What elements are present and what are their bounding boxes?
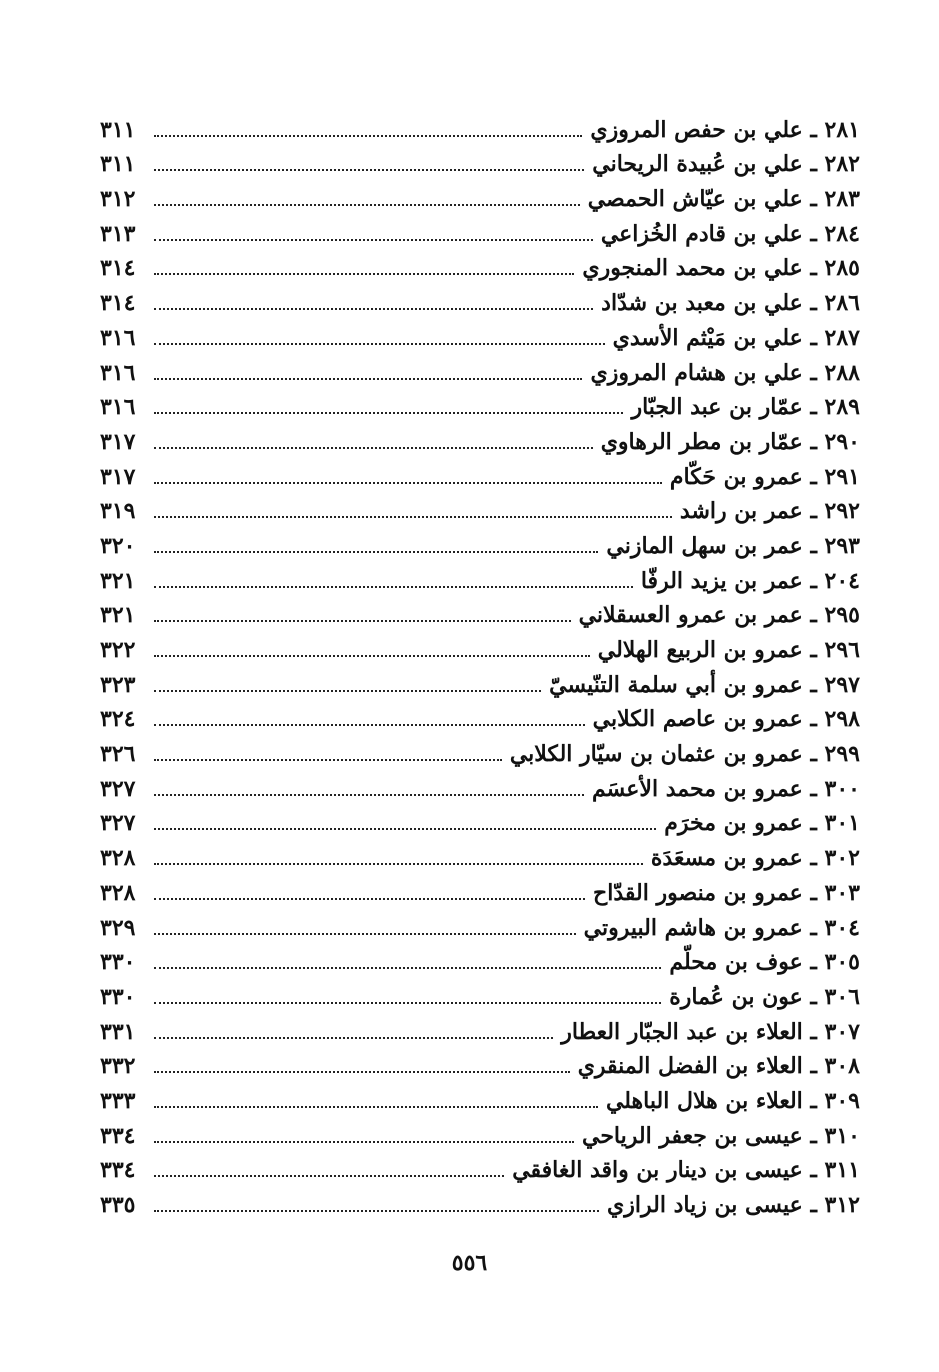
toc-entry-title: ٣٠٧ ـ العلاء بن عبد الجبّار العطار: [561, 1018, 860, 1045]
toc-entry: [100, 700, 860, 735]
toc-page-number: ٣٢٣: [100, 671, 136, 698]
toc-page-number: ٣٢٩: [100, 914, 136, 941]
dot-leader: [154, 168, 584, 171]
toc-page-number: ٣١٢: [100, 186, 136, 213]
dot-leader: [154, 793, 584, 796]
toc-entry: [100, 526, 860, 561]
toc-entry-title: ٢٨١ ـ علي بن حفص المروزي: [590, 116, 860, 143]
toc-entry-title: ٢٩٨ ـ عمرو بن عاصم الكلابي: [592, 706, 860, 733]
toc-entry-title: ٣٠٦ ـ عون بن عُمارة: [669, 983, 860, 1010]
toc-entry-title: ٢٨٦ ـ علي بن معبد بن شدّاد: [601, 290, 860, 317]
toc-entry: [100, 908, 860, 943]
toc-entry: [100, 1151, 860, 1186]
table-of-contents: [100, 110, 860, 1220]
toc-entry-title: ٣٠٣ ـ عمرو بن منصور القدّاح: [593, 879, 860, 906]
toc-entry-title: ٣٠٢ ـ عمرو بن مسعَدَة: [650, 845, 860, 872]
toc-entry-title: ٢٨٢ ـ علي بن عُبيدة الريحاني: [592, 151, 860, 178]
toc-entry: [100, 492, 860, 527]
toc-entry: [100, 977, 860, 1012]
toc-entry: [100, 388, 860, 423]
toc-entry: [100, 145, 860, 180]
toc-entry-title: ٣٠١ ـ عمرو بن مخرَم: [664, 810, 860, 837]
dot-leader: [154, 411, 623, 414]
toc-entry: [100, 665, 860, 700]
dot-leader: [154, 1036, 553, 1039]
toc-page-number: ٣١٦: [100, 324, 136, 351]
toc-page-number: ٣١٦: [100, 359, 136, 386]
toc-entry: [100, 1081, 860, 1116]
dot-leader: [154, 862, 643, 865]
toc-page-number: ٣٣٢: [100, 1053, 136, 1080]
dot-leader: [154, 966, 661, 969]
toc-page-number: ٣٢٧: [100, 810, 136, 837]
toc-entry-title: ٢٨٩ ـ عمّار بن عبد الجبّار: [631, 394, 860, 421]
toc-entry-title: ٢٨٧ ـ علي بن مَيْثم الأسدي: [612, 324, 860, 351]
toc-entry: [100, 873, 860, 908]
toc-entry-title: ٢٩١ ـ عمرو بن حَكّام: [669, 463, 860, 490]
toc-entry-title: ٣١٢ ـ عيسى بن زياد الرازي: [607, 1192, 860, 1218]
dot-leader: [154, 827, 656, 830]
toc-entry: [100, 1116, 860, 1151]
dot-leader: [154, 134, 582, 137]
dot-leader: [154, 1209, 599, 1212]
dot-leader: [154, 307, 593, 310]
toc-page-number: ٣٣٤: [100, 1157, 136, 1184]
toc-entry: [100, 422, 860, 457]
toc-entry-title: ٣١٠ ـ عيسى بن جعفر الرياحي: [582, 1122, 860, 1149]
toc-entry: [100, 1185, 860, 1220]
toc-entry-title: ٢٨٨ ـ علي بن هشام المروزي: [590, 359, 860, 386]
toc-page-number: ٣٣٤: [100, 1122, 136, 1149]
dot-leader: [154, 481, 662, 484]
dot-leader: [154, 758, 502, 761]
toc-entry-title: ٣١١ ـ عيسى بن دينار بن واقد الغافقي: [512, 1157, 860, 1184]
dot-leader: [154, 1174, 504, 1177]
toc-page-number: ٣٢١: [100, 567, 136, 594]
dot-leader: [154, 619, 571, 622]
toc-entry-title: ٢٨٤ ـ علي بن قادم الخُزاعي: [600, 220, 860, 247]
toc-entry-title: ٢٩٧ ـ عمرو بن أبي سلمة التنّيسيّ: [549, 671, 860, 698]
dot-leader: [154, 1070, 570, 1073]
toc-entry: [100, 838, 860, 873]
toc-page-number: ٣١٤: [100, 290, 136, 317]
toc-entry-title: ٣٠٤ ـ عمرو بن هاشم البيروتي: [583, 914, 860, 941]
dot-leader: [154, 550, 598, 553]
toc-entry: [100, 561, 860, 596]
dot-leader: [154, 585, 633, 588]
toc-entry-title: ٣٠٥ ـ عوف بن محلّم: [669, 949, 860, 976]
toc-page-number: ٣٣١: [100, 1018, 136, 1045]
toc-page-number: ٣٢٦: [100, 741, 136, 768]
toc-entry: [100, 110, 860, 145]
toc-entry: [100, 1047, 860, 1082]
dot-leader: [154, 446, 593, 449]
toc-entry-title: ٢٩٦ ـ عمرو بن الربيع الهلالي: [597, 637, 860, 663]
toc-entry: [100, 596, 860, 631]
toc-entry: [100, 283, 860, 318]
toc-entry: [100, 769, 860, 804]
toc-page-number: ٣٣٠: [100, 949, 136, 976]
toc-page-number: ٣٢٨: [100, 845, 136, 872]
toc-entry: [100, 457, 860, 492]
dot-leader: [154, 897, 585, 900]
toc-page-number: ٣١٧: [100, 463, 136, 490]
toc-page-number: ٣٢٨: [100, 879, 136, 906]
toc-entry: [100, 353, 860, 388]
toc-entry-title: ٢٩٥ ـ عمر بن عمرو العسقلاني: [578, 602, 860, 629]
toc-entry-title: ٣٠٠ ـ عمرو بن محمد الأعسَم: [592, 775, 860, 802]
toc-page-number: ٣٣٣: [100, 1087, 136, 1114]
toc-entry: [100, 943, 860, 978]
toc-page-number: ٣٢٠: [100, 532, 136, 559]
toc-page-number: ٣٢٧: [100, 775, 136, 802]
toc-entry-title: ٣٠٨ ـ العلاء بن الفضل المنقري: [577, 1053, 860, 1080]
toc-page-number: ٣٣٥: [100, 1192, 136, 1218]
toc-page-number: ٣٢١: [100, 602, 136, 629]
toc-page-number: ٣٣٠: [100, 983, 136, 1010]
dot-leader: [154, 1140, 574, 1143]
toc-entry: [100, 1012, 860, 1047]
toc-entry-title: ٢٩٩ ـ عمرو بن عثمان بن سيّار الكلابي: [509, 741, 860, 768]
toc-page-number: ٣١٣: [100, 220, 136, 247]
toc-entry-title: ٢٩٠ ـ عمّار بن مطر الرهاوي: [600, 428, 860, 455]
toc-entry: [100, 318, 860, 353]
dot-leader: [154, 203, 580, 206]
toc-entry-title: ٢٩٢ ـ عمر بن راشد: [679, 498, 860, 525]
toc-page-number: ٣٢٢: [100, 637, 136, 663]
dot-leader: [154, 689, 541, 692]
dot-leader: [154, 1001, 661, 1004]
toc-entry-title: ٢٨٥ ـ علي بن محمد المنجوري: [582, 255, 860, 282]
dot-leader: [154, 377, 582, 380]
dot-leader: [154, 654, 590, 657]
page-number: ٥٥٦: [451, 1250, 488, 1276]
dot-leader: [154, 1105, 598, 1108]
dot-leader: [154, 723, 585, 726]
toc-page-number: ٣١٧: [100, 428, 136, 455]
toc-entry: [100, 804, 860, 839]
toc-entry-title: ٢٩٣ ـ عمر بن سهل المازني: [606, 532, 860, 559]
toc-entry: [100, 630, 860, 665]
toc-page-number: ٣١٦: [100, 394, 136, 421]
toc-page-number: ٣١١: [100, 116, 136, 143]
toc-page-number: ٣١١: [100, 151, 136, 178]
toc-entry: [100, 179, 860, 214]
dot-leader: [154, 238, 593, 241]
toc-entry-title: ٣٠٩ ـ العلاء بن هلال الباهلي: [605, 1087, 860, 1114]
toc-entry: [100, 214, 860, 249]
toc-entry-title: ٢٨٣ ـ علي بن عيّاش الحمصي: [587, 186, 860, 213]
toc-entry: [100, 734, 860, 769]
dot-leader: [154, 342, 605, 345]
dot-leader: [154, 932, 576, 935]
toc-page-number: ٣٢٤: [100, 706, 136, 733]
toc-page-number: ٣١٩: [100, 498, 136, 525]
toc-entry: [100, 249, 860, 284]
toc-page-number: ٣١٤: [100, 255, 136, 282]
dot-leader: [154, 515, 672, 518]
toc-entry-title: ٢٠٤ ـ عمر بن يزيد الرفّا: [640, 567, 860, 594]
dot-leader: [154, 272, 574, 275]
